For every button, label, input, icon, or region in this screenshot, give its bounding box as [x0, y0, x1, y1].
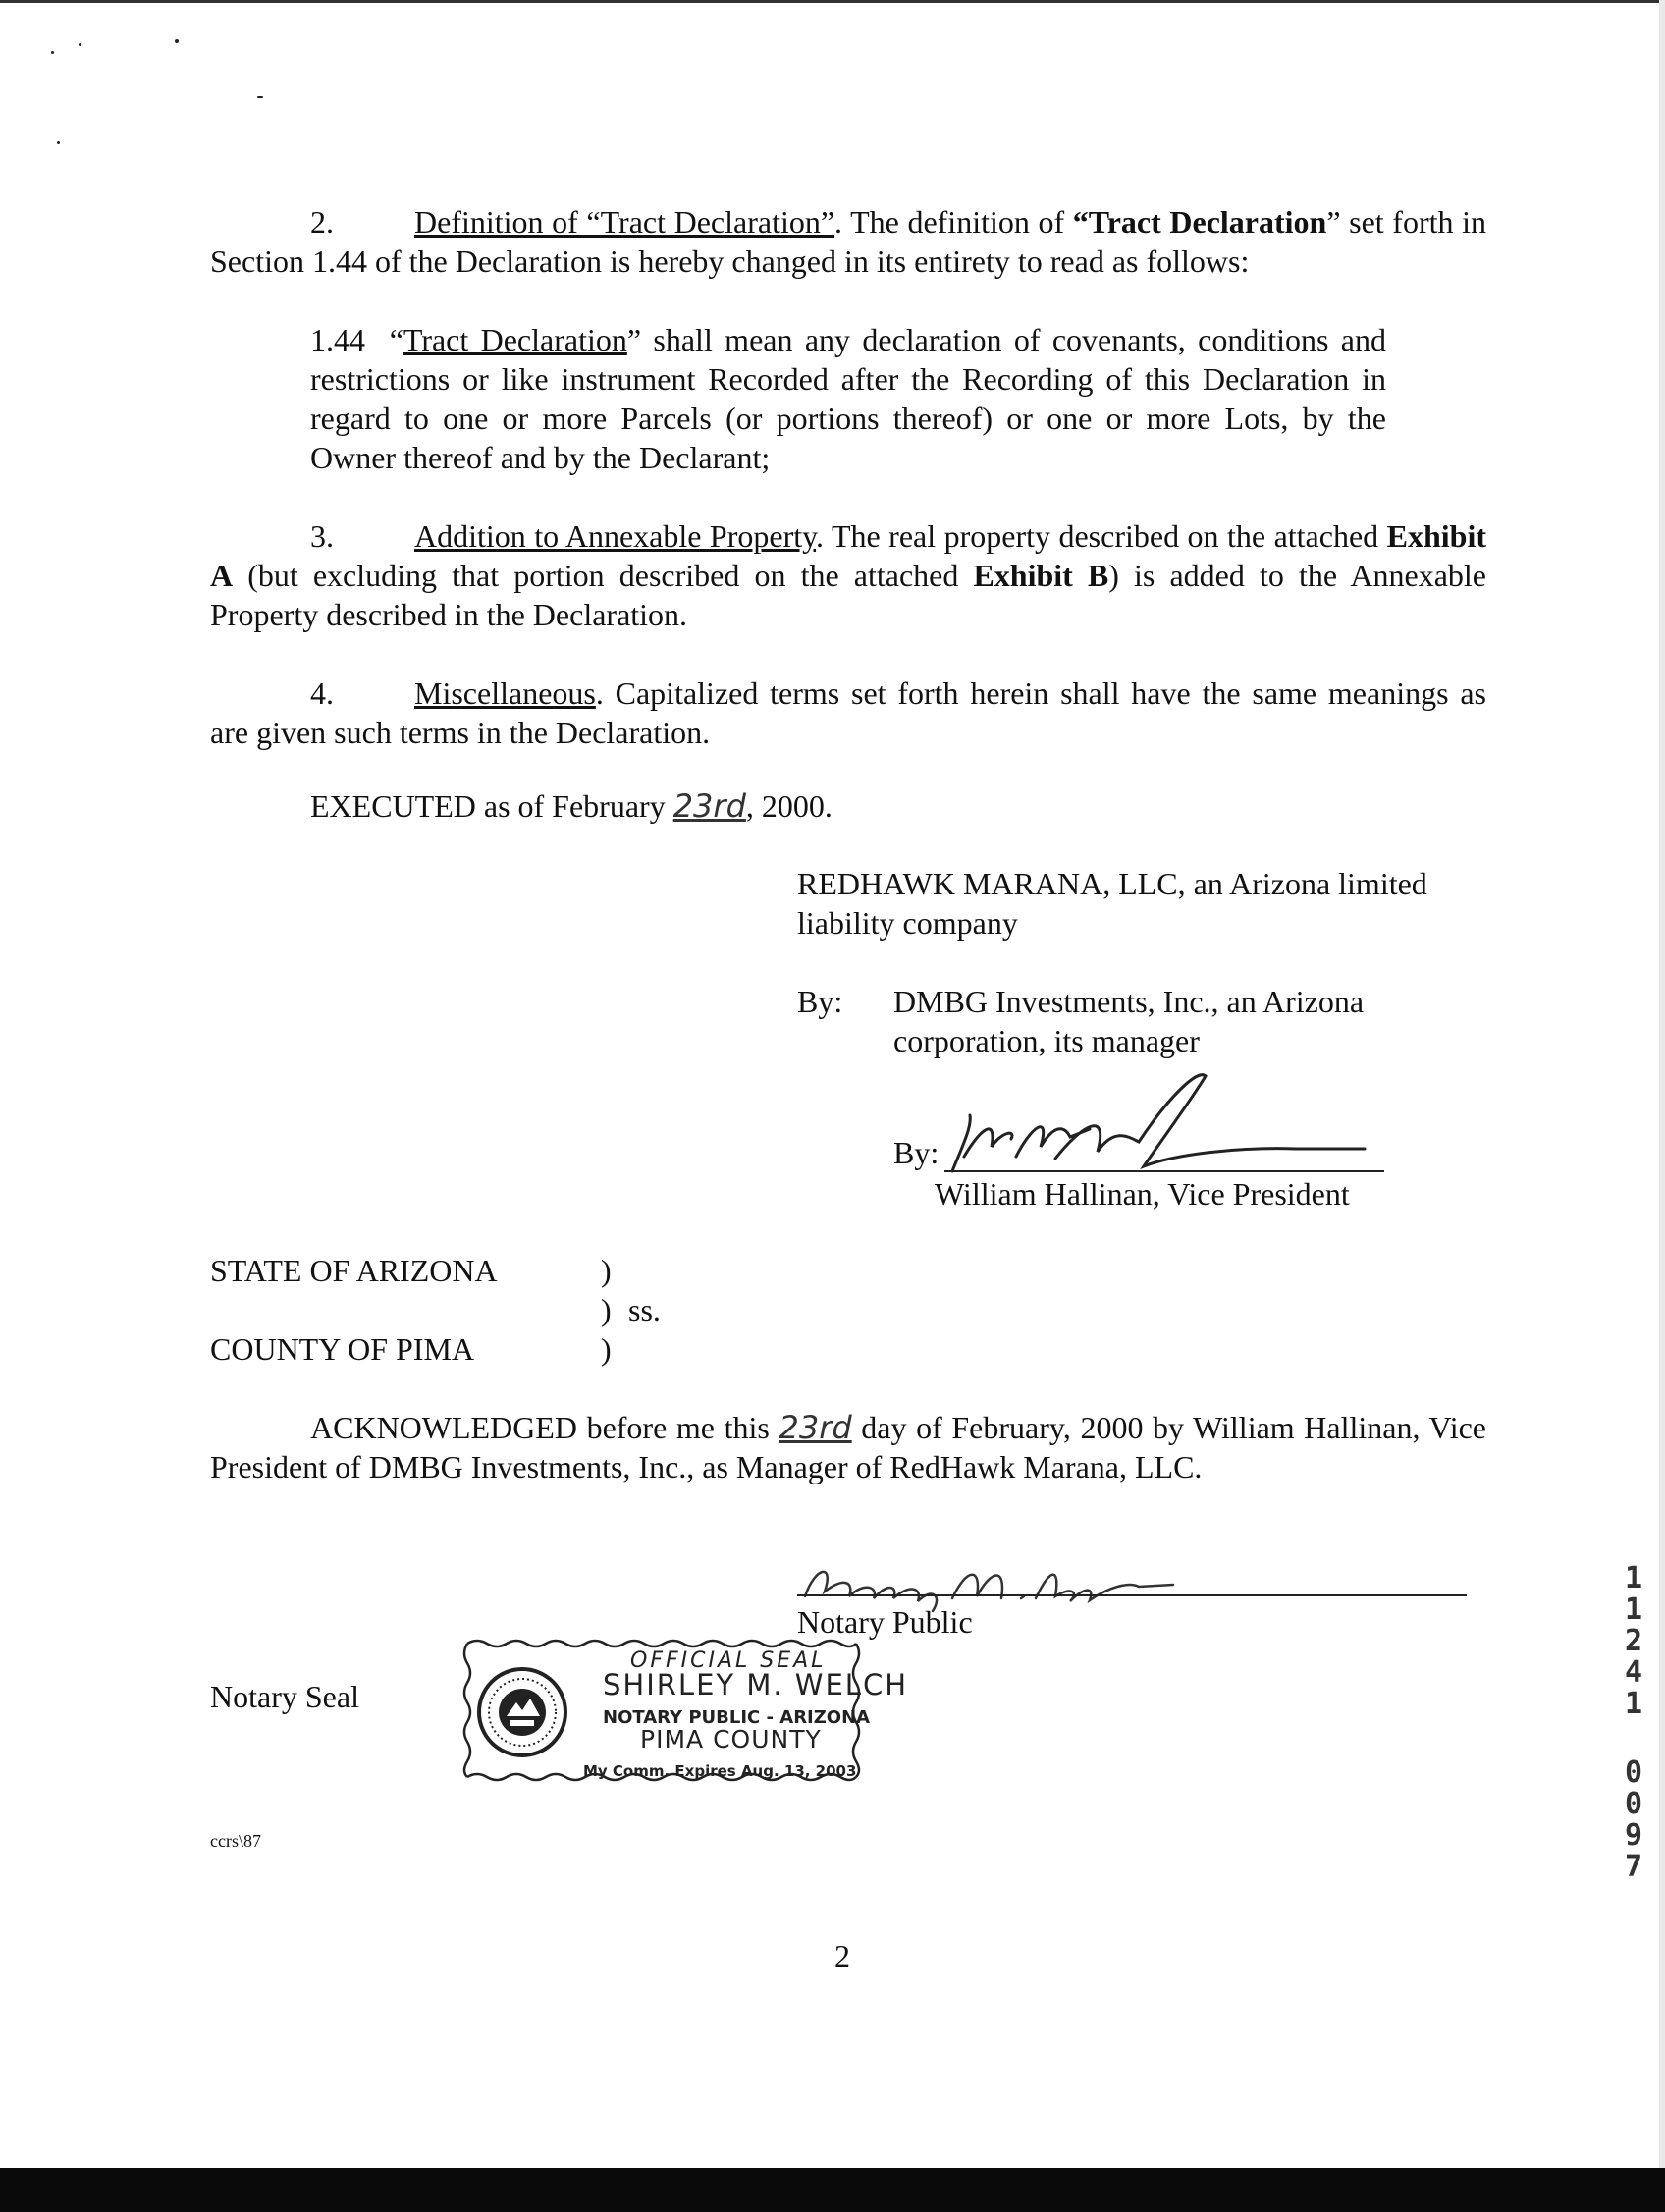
section-3-text-3: ) is added to the Annexable Property described in the Declaration.: [210, 558, 1487, 632]
recording-number-digit: 7: [1625, 1850, 1643, 1884]
recording-number-digit: 2: [1625, 1624, 1643, 1658]
section-2-rest: ” set forth in Section 1.44 of the Declaration is hereby changed in its entirety to read as follows:: [210, 204, 1486, 279]
by-label-2: By:: [893, 1135, 940, 1170]
scan-speck: [51, 51, 54, 54]
recording-number-digit: 0: [1625, 1787, 1643, 1821]
venue-ss: ss.: [628, 1292, 661, 1327]
recording-number-digit: 1: [1625, 1561, 1643, 1595]
signer-name-title: William Hallinan, Vice President: [935, 1176, 1350, 1212]
section-3-number: 3.: [310, 518, 334, 554]
tract-declaration-term: “Tract Declaration: [1072, 204, 1327, 240]
section-3-paragraph: [210, 516, 1486, 634]
scan-top-border: [0, 0, 1665, 3]
scan-bottom-border: [0, 2168, 1665, 2212]
stamp-line-name: SHIRLEY M. WELCH: [603, 1668, 908, 1701]
quote-open-mark: “: [389, 322, 403, 357]
exhibit-b-ref: Exhibit B: [973, 558, 1109, 593]
section-2-number: 2.: [310, 204, 334, 240]
company-name: REDHAWK MARANA, LLC, an Arizona limited liability company: [797, 866, 1427, 941]
notary-public-label: Notary Public: [797, 1604, 973, 1640]
section-2-paragraph: [210, 202, 1486, 281]
notary-signature-line: [797, 1594, 1467, 1596]
quote-text: ” shall mean any declaration of covenants, conditions and restrictions or like instrument Recorded after the Recording of this Declaration in regard to one or more Parcels (or portions thereof) or one or more Lots, by the Owner thereof and by the Declarant;: [310, 322, 1387, 475]
quote-number: 1.44: [310, 322, 365, 357]
venue-state: STATE OF ARIZONA: [210, 1253, 498, 1288]
recording-number-digit: 4: [1625, 1655, 1643, 1690]
section-3-text-1: . The real property described on the attached: [816, 518, 1387, 554]
stamp-line-official-seal: OFFICIAL SEAL: [630, 1648, 827, 1673]
scan-speck: [175, 39, 179, 43]
recording-number-digit: 1: [1625, 1687, 1643, 1721]
section-3-text-2: (but excluding that portion described on the attached: [233, 558, 974, 593]
handwritten-execution-day: 23rd: [672, 787, 746, 825]
executed-line: [310, 786, 832, 826]
section-3-heading: Addition to Annexable Property: [414, 518, 817, 554]
venue-paren: ): [601, 1331, 612, 1367]
section-4-number: 4.: [310, 675, 334, 711]
file-reference: ccrs\87: [210, 1831, 261, 1851]
page-number: 2: [834, 1938, 850, 1973]
section-2-heading: Definition of “Tract Declaration”: [414, 204, 835, 240]
venue-county: COUNTY OF PIMA: [210, 1331, 475, 1367]
section-4-heading: Miscellaneous: [414, 675, 596, 711]
executed-suffix: , 2000.: [745, 788, 832, 824]
notary-seal-label: Notary Seal: [210, 1679, 359, 1714]
section-4-text: . Capitalized terms set forth herein shall have the same meanings as are given such terms in the Declaration.: [210, 675, 1486, 750]
recording-number-digit: 0: [1625, 1755, 1643, 1790]
section-2-lead: . The definition of: [834, 204, 1073, 240]
venue-paren: ): [601, 1253, 612, 1288]
manager-description: DMBG Investments, Inc., an Arizona corporation, its manager: [893, 984, 1365, 1058]
exhibit-a-ref: Exhibit A: [210, 518, 1486, 593]
signature-line: [944, 1170, 1384, 1172]
section-1-44-quote: [310, 320, 1386, 477]
stamp-line-commission: My Comm. Expires Aug. 13, 2003: [583, 1762, 857, 1780]
executed-prefix: EXECUTED as of February: [310, 788, 673, 824]
stamp-line-county: PIMA COUNTY: [640, 1725, 822, 1753]
vice-president-signature: [942, 1068, 1394, 1178]
stamp-line-title: NOTARY PUBLIC - ARIZONA: [603, 1707, 871, 1728]
venue-paren: ): [601, 1292, 612, 1327]
scan-right-edge: [1659, 0, 1665, 2212]
acknowledgment-paragraph: [210, 1408, 1486, 1486]
scan-speck: [257, 96, 263, 98]
scan-speck: [79, 43, 81, 46]
acknowledgment-suffix: day of February, 2000 by William Hallinan, Vice President of DMBG Investments, Inc., as Manager of RedHawk Marana, LLC.: [210, 1410, 1487, 1484]
recording-number-digit: 1: [1625, 1592, 1643, 1627]
section-4-paragraph: [210, 674, 1486, 752]
acknowledgment-prefix: ACKNOWLEDGED before me this: [310, 1410, 779, 1445]
notary-stamp: [461, 1634, 908, 1787]
handwritten-acknowledgment-day: 23rd: [779, 1409, 852, 1446]
scan-speck: [57, 141, 60, 144]
recording-number-digit: 9: [1625, 1818, 1643, 1853]
by-label-1: By:: [797, 984, 843, 1019]
quote-term: Tract Declaration: [403, 322, 627, 357]
